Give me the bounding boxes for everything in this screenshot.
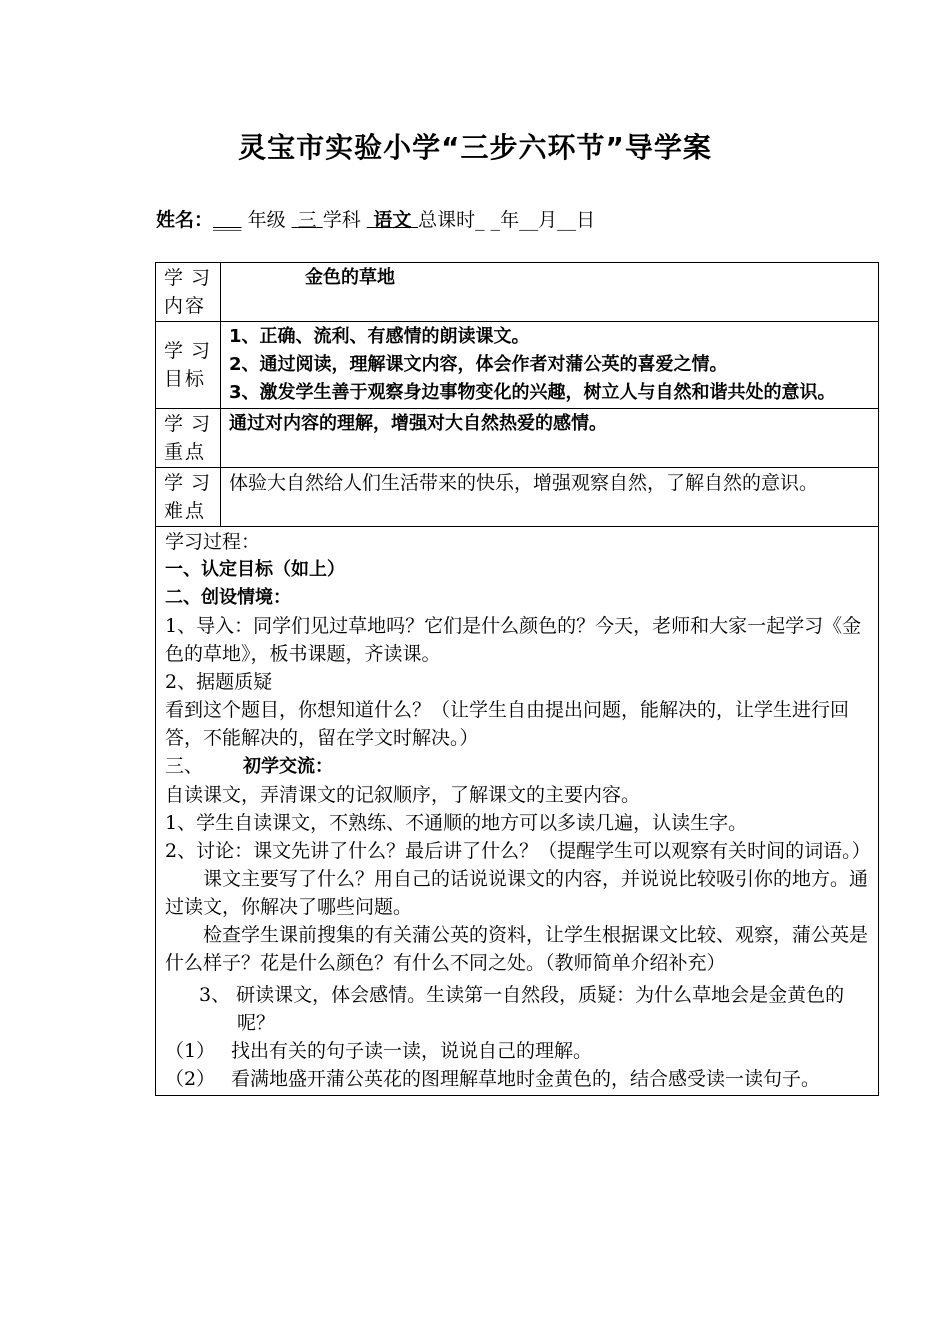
key-point-text: 通过对内容的理解，增强对大自然热爱的感情。 xyxy=(229,413,607,434)
goal-item: 1、正确、流利、有感情的朗读课文。 xyxy=(229,326,530,347)
process-heading: 学习过程： xyxy=(165,531,261,553)
sub-item-text: 找出有关的句子读一读，说说自己的理解。 xyxy=(231,1040,593,1062)
paragraph: 2、讨论：课文先讲了什么？最后讲了什么？（提醒学生可以观察有关时间的词语。） xyxy=(165,840,871,862)
lesson-topic: 金色的草地 xyxy=(305,267,395,288)
difficulty-cell xyxy=(221,468,879,527)
goal-item: 2、通过阅读，理解课文内容，体会作者对蒲公英的喜爱之情。 xyxy=(229,354,728,375)
date-text: 年__月__日 xyxy=(500,209,596,231)
page-title: 灵宝市实验小学“三步六环节”导学案 xyxy=(238,131,712,164)
process-cell xyxy=(156,527,879,1096)
row-label: 学习难点 xyxy=(156,468,221,527)
sub-item-number: （2） xyxy=(165,1068,216,1090)
step-3-heading xyxy=(165,752,870,781)
difficulty-text: 体验大自然给人们生活带来的快乐，增强观察自然，了解自然的意识。 xyxy=(229,472,819,494)
hours-blank: _ _ xyxy=(475,209,501,231)
topic-cell xyxy=(221,263,879,322)
sub-item-text: 看满地盛开蒲公英花的图理解草地时金黄色的，结合感受读一读句子。 xyxy=(231,1068,821,1090)
grade-value: 三 xyxy=(297,209,317,231)
row-content xyxy=(156,263,879,322)
goal-item: 3、激发学生善于观察身边事物变化的兴趣，树立人与自然和谐共处的意识。 xyxy=(229,382,836,403)
lesson-plan-table xyxy=(155,262,879,1096)
paragraph: 课文主要写了什么？用自己的话说说课文的内容，并说说比较吸引你的地方。通过读文，你解决了哪些问题。 xyxy=(165,868,869,918)
row-goals xyxy=(156,322,879,409)
step-2-heading: 二、创设情境： xyxy=(165,587,291,608)
step-3-title: 初学交流： xyxy=(243,756,334,777)
goals-cell xyxy=(221,322,879,409)
paragraph: 3、 研读课文，体会感情。生读第一自然段，质疑：为什么草地会是金黄色的呢？ xyxy=(199,984,845,1034)
grade-label: 年级 xyxy=(247,209,286,231)
paragraph: 1、导入：同学们见过草地吗？它们是什么颜色的？今天，老师和大家一起学习《金色的草地》，板书课题，齐读课。 xyxy=(165,615,862,665)
paragraph: 自读课文，弄清课文的记叙顺序，了解课文的主要内容。 xyxy=(165,784,641,806)
paragraph: 1、学生自读课文，不熟练、不通顺的地方可以多读几遍，认读生字。 xyxy=(165,812,748,834)
student-info-line xyxy=(156,205,595,232)
paragraph: 检查学生课前搜集的有关蒲公英的资料，让学生根据课文比较、观察，蒲公英是什么样子？花是什么颜色？有什么不同之处。（教师简单介绍补充） xyxy=(165,924,869,974)
subject-label: 学科 xyxy=(322,209,361,231)
sub-item xyxy=(165,1065,870,1093)
hours-label: 总课时 xyxy=(418,209,476,231)
key-point-cell xyxy=(221,409,879,468)
name-blank: ___ xyxy=(213,209,242,231)
row-label: 学习内容 xyxy=(156,263,221,322)
step-1-heading: 一、认定目标（如上） xyxy=(165,559,345,580)
row-label: 学习重点 xyxy=(156,409,221,468)
row-difficulty xyxy=(156,468,879,527)
paragraph: 2、据题质疑 xyxy=(165,671,273,693)
row-label: 学习目标 xyxy=(156,322,221,409)
row-process xyxy=(156,527,879,1096)
step-3-number: 三、 xyxy=(165,755,204,777)
sub-item xyxy=(165,1037,870,1065)
paragraph: 看到这个题目，你想知道什么？（让学生自由提出问题，能解决的，让学生进行回答，不能解决的，留在学文时解决。） xyxy=(165,699,850,749)
sub-item-number: （1） xyxy=(165,1040,216,1062)
name-label: 姓名： xyxy=(156,209,214,231)
subject-value: 语文 xyxy=(373,209,412,231)
row-key-point xyxy=(156,409,879,468)
